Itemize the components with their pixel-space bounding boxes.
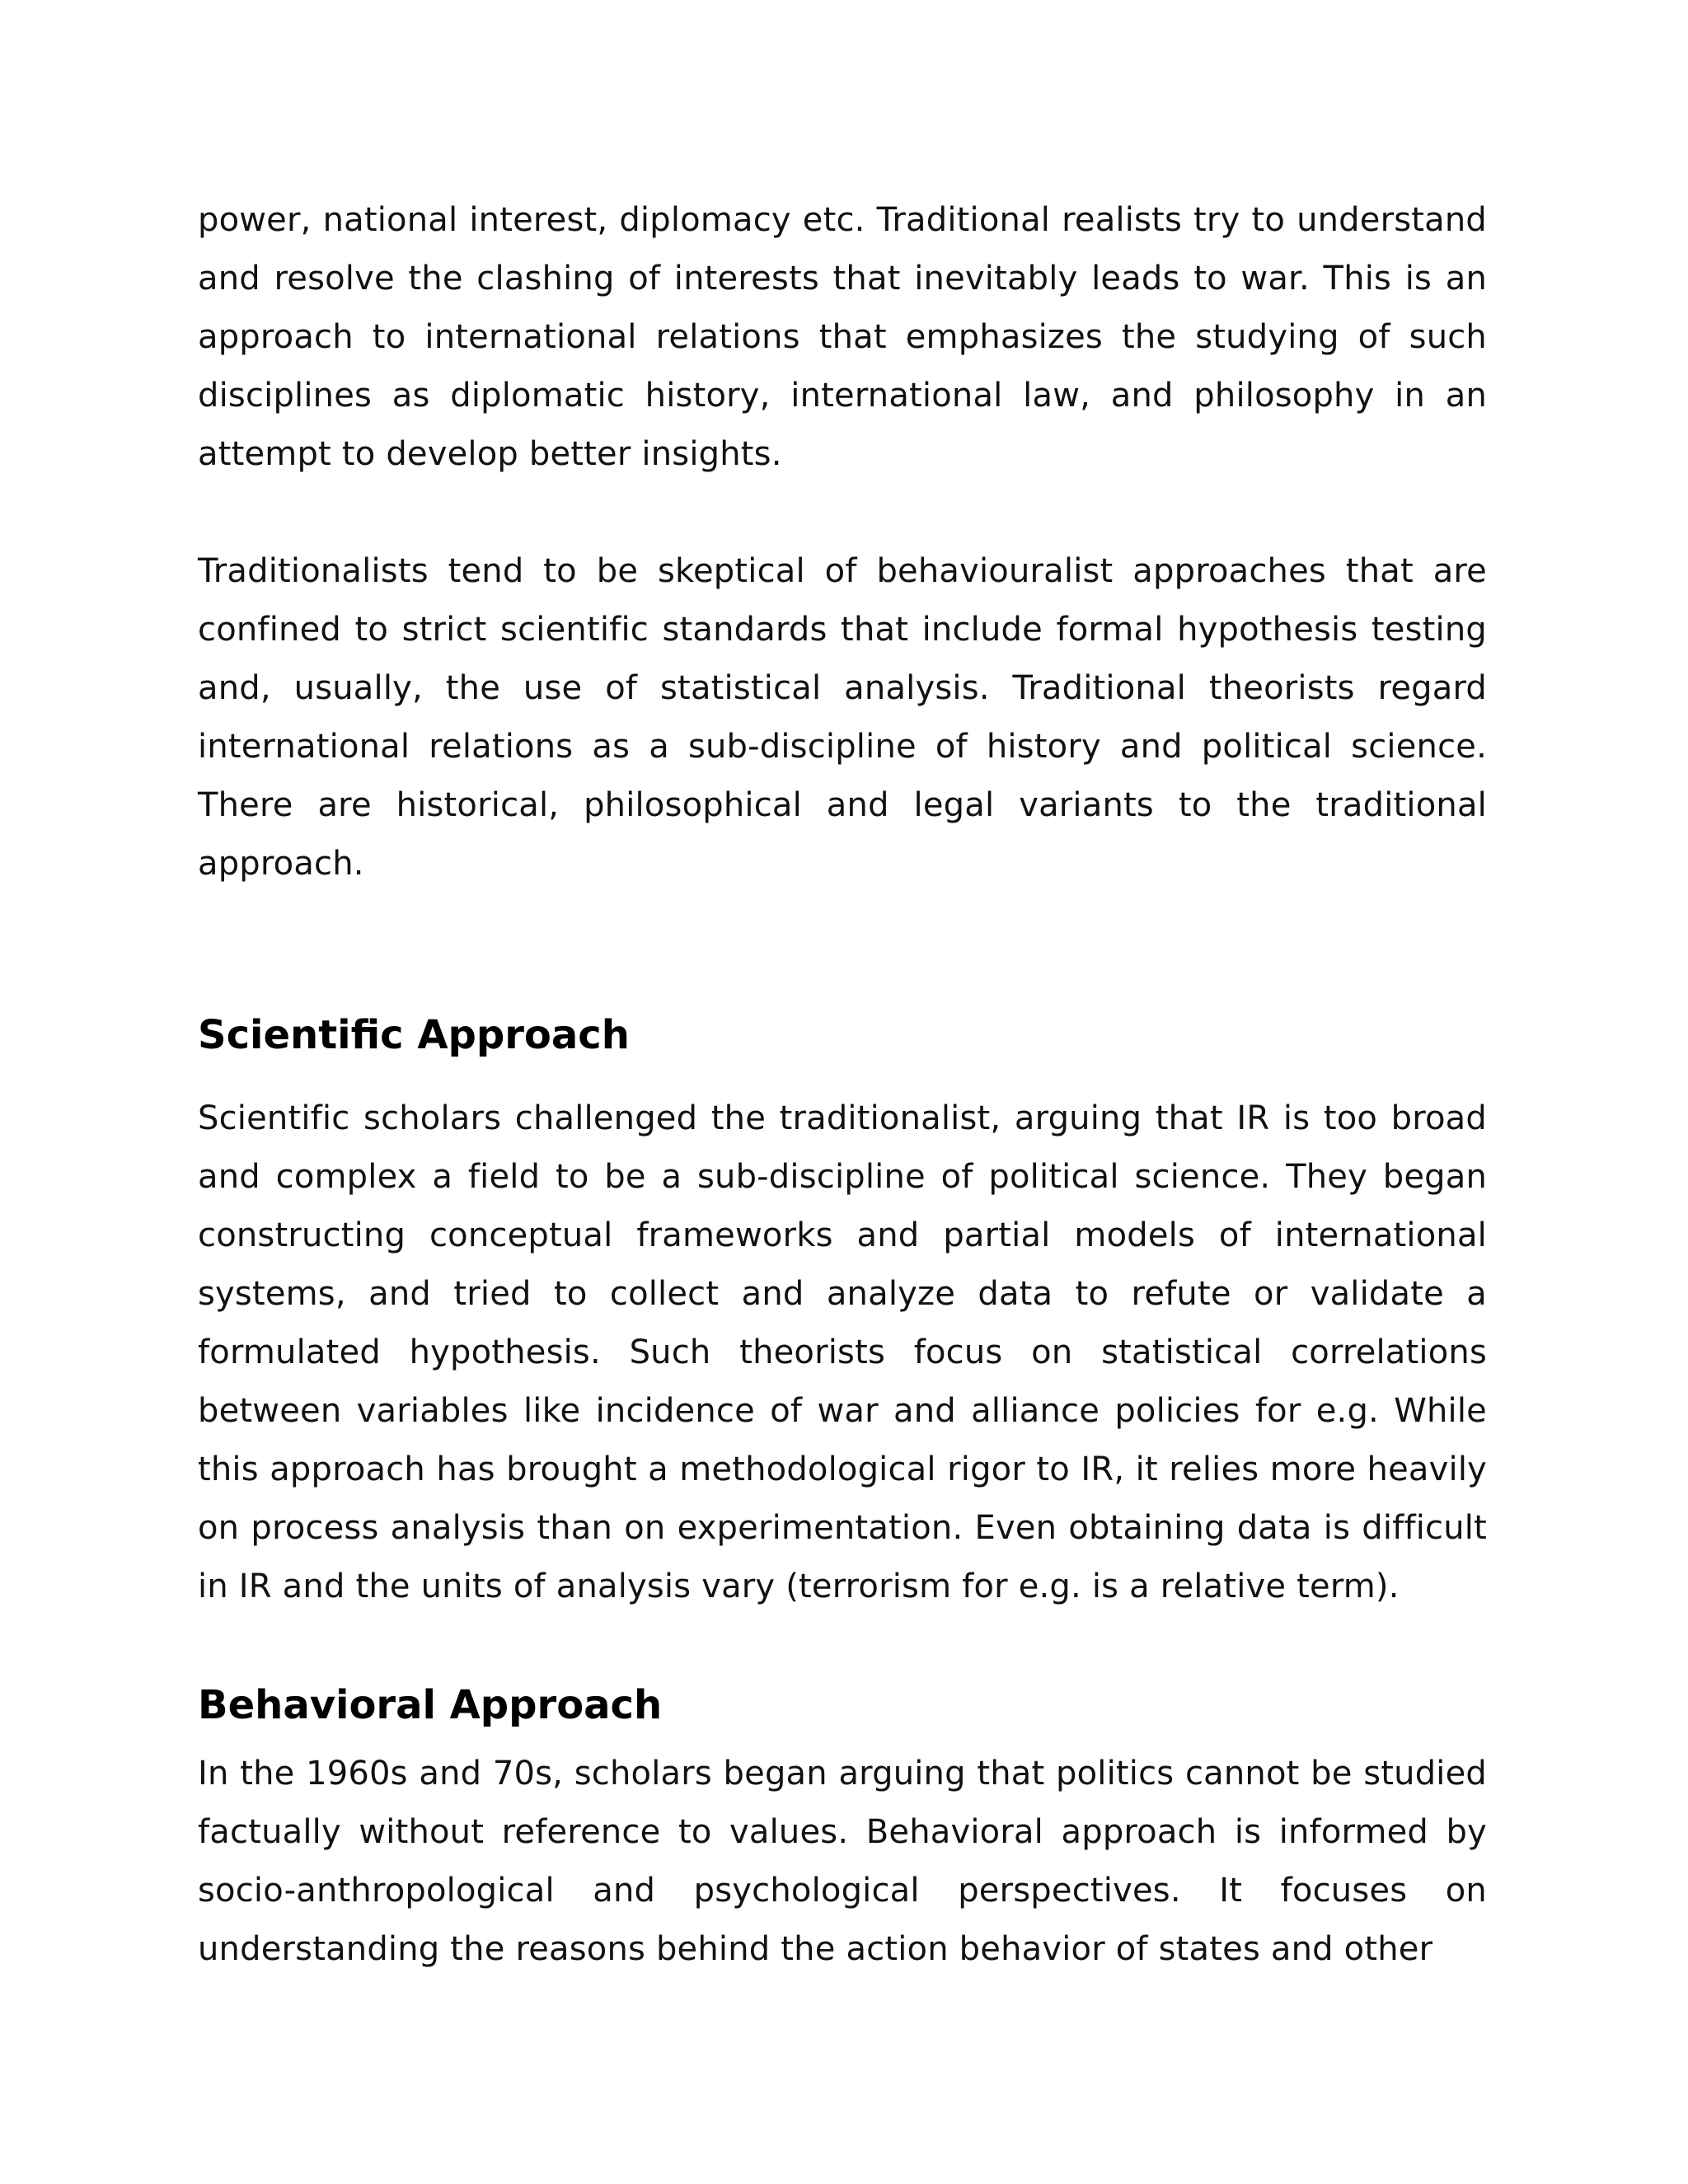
heading-scientific-approach: Scientific Approach [198, 1012, 630, 1058]
document-body [198, 191, 1487, 1979]
paragraph-scientific-approach: Scientific scholars challenged the traditionalist, arguing that IR is too broad and complex a field to be a sub-discipline of political science. They began constructing conceptual frameworks and partial models of international systems, and tried to collect and analyze data to refute or validate a formulated hypothesis. Such theorists focus on statistical correlations between variables like incidence of war and alliance policies for e.g. While this approach has brought a methodological rigor to IR, it relies more heavily on process analysis than on experimentation. Even obtaining data is difficult in IR and the units of analysis vary (terrorism for e.g. is a relative term). [198, 1099, 1487, 1605]
paragraph-behavioral-approach: In the 1960s and 70s, scholars began arguing that politics cannot be studied factually without reference to values. Behavioral approach is informed by socio-anthropological and psychological perspectives. It focuses on understanding the reasons behind the action behavior of states and other [198, 1755, 1487, 1968]
heading-behavioral-approach: Behavioral Approach [198, 1682, 663, 1728]
paragraph-traditionalists: Traditionalists tend to be skeptical of behaviouralist approaches that are confined to strict scientific standards that include formal hypothesis testing and, usually, the use of statistical analysis. Traditional theorists regard international relations as a sub-discipline of history and political science. There are historical, philosophical and legal variants to the traditional approach. [198, 552, 1487, 883]
paragraph-traditional-realists: power, national interest, diplomacy etc. Traditional realists try to understand and resolve the clashing of interests that inevitably leads to war. This is an approach to international relations that emphasizes the studying of such disciplines as diplomatic history, international law, and philosophy in an attempt to develop better insights. [198, 201, 1487, 473]
